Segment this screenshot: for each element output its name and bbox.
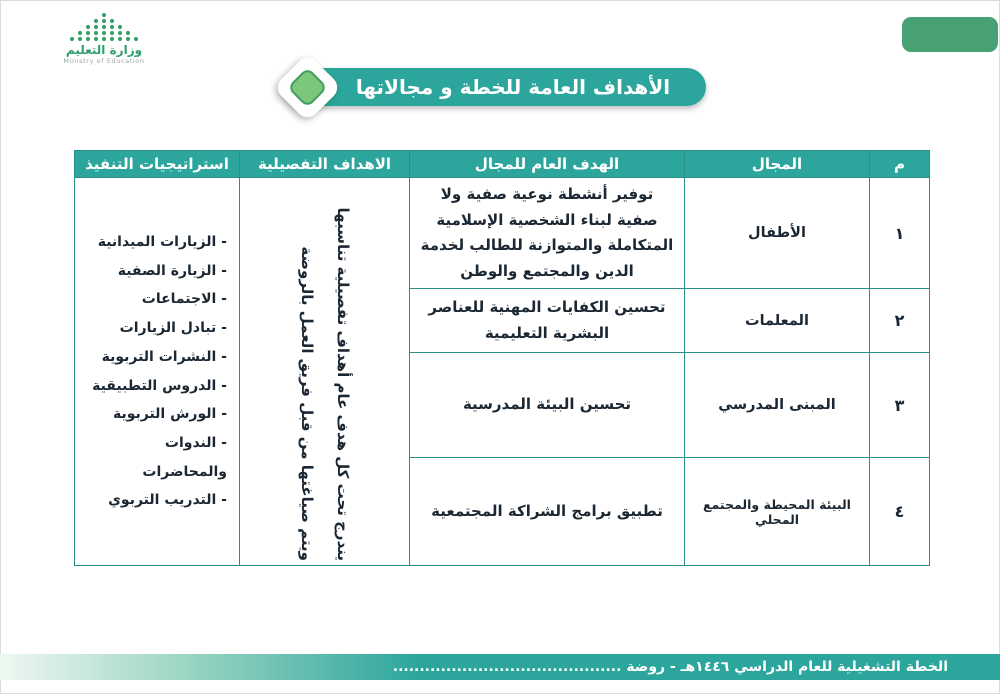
row-number: ٢ [870, 289, 930, 353]
area-cell: المعلمات [685, 289, 870, 353]
title-banner [284, 68, 706, 106]
logo-dots-icon [62, 12, 146, 42]
detailed-objectives-cell [240, 178, 410, 566]
area-cell: الأطفال [685, 178, 870, 289]
logo-arabic-name: وزارة التعليم [65, 43, 143, 57]
header-num: م [870, 151, 930, 178]
strategy-item: - الورش التربوية [112, 406, 227, 423]
detailed-objectives-note: يندرج تحت كل هدف عام أهداف تفصيلية تناسبها ويتم صياغتها من قبل فريق العمل بالروضة [297, 207, 352, 561]
strategy-item: - الزيارات الميدانية [97, 234, 227, 251]
logo-english-name: Ministry of Education [63, 57, 145, 65]
row-number: ٤ [870, 458, 930, 566]
table-header-row [75, 151, 930, 178]
footer-text: الخطة التشغيلية للعام الدراسي ١٤٤٦هـ - روضة ........................................... [392, 659, 948, 675]
header-detailed-objectives: الاهداف التفصيلية [240, 151, 410, 178]
strategy-item: - الاجتماعات [141, 291, 227, 308]
page-title: الأهداف العامة للخطة و مجالاتها [355, 75, 671, 99]
strategy-item: - الدروس التطبيقية [92, 377, 227, 394]
row-number: ١ [870, 178, 930, 289]
footer-bar [0, 654, 1000, 680]
strategy-item: - النشرات التربوية [101, 348, 227, 365]
strategy-item: - الندوات والمحاضرات [142, 434, 227, 480]
strategies-cell [75, 178, 240, 566]
objective-cell: تحسين الكفايات المهنية للعناصر البشرية التعليمية [410, 289, 685, 353]
objective-cell: تحسين البيئة المدرسية [410, 353, 685, 458]
row-number: ٣ [870, 353, 930, 458]
strategy-item: - الزيارة الصفية [117, 262, 227, 279]
corner-accent-shape [902, 17, 998, 52]
ministry-of-education-logo [48, 12, 160, 65]
header-area: المجال [685, 151, 870, 178]
objective-cell: تطبيق برامج الشراكة المجتمعية [410, 458, 685, 566]
header-objective: الهدف العام للمجال [410, 151, 685, 178]
area-cell: البيئة المحيطة والمجتمع المحلي [685, 458, 870, 566]
objective-cell: توفير أنشطة نوعية صفية ولا صفية لبناء الشخصية الإسلامية المتكاملة والمتوازنة للطالب لخدمة الدين والمجتمع والوطن [410, 178, 685, 289]
objectives-table [74, 150, 930, 566]
strategy-item: - التدريب التربوي [108, 492, 227, 509]
diamond-icon [277, 57, 338, 118]
table-row [75, 178, 930, 289]
strategy-item: - تبادل الزيارات [119, 320, 227, 337]
area-cell: المبنى المدرسي [685, 353, 870, 458]
header-strategies: استراتيجيات التنفيذ [75, 151, 240, 178]
